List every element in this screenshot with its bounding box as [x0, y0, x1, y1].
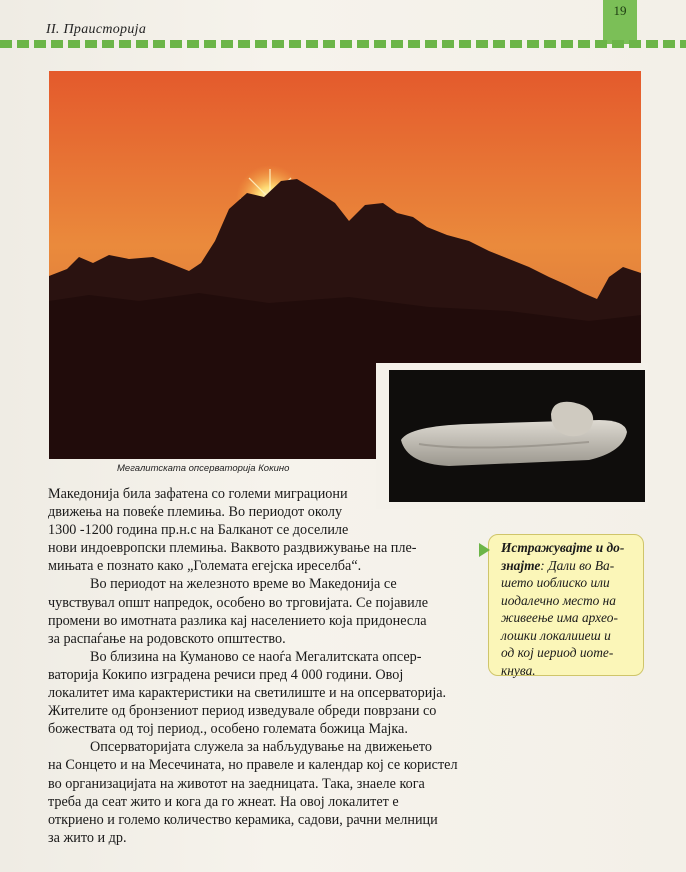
- prompt-lead: Истражувајте и до-: [501, 540, 625, 555]
- text-line: за распаѓање на родовското општество.: [48, 630, 286, 647]
- paragraph-4: [48, 738, 478, 847]
- figure-caption: Мегалитската опсерваторија Кокино: [117, 463, 290, 474]
- text-line: движења на повеќе племиња. Во периодот околу: [48, 504, 343, 521]
- prompt-line: шето иоблиско или: [501, 575, 610, 590]
- text-line: на Сонцето и на Месечината, но правеле и календар кој се користел: [48, 757, 458, 774]
- text-line: чувствувал општ напредок, особено во трговијата. Се појавиле: [48, 594, 429, 611]
- research-prompt-text: [501, 539, 639, 679]
- paragraph-3: [48, 648, 478, 738]
- section-title: II. Праисторија: [46, 22, 147, 37]
- research-prompt-box: [488, 534, 644, 676]
- prompt-line: лошки локалииеш и: [501, 627, 611, 643]
- text-line: треба да сеат жито и кога да го жнеат. На овој локалитет е: [48, 793, 399, 810]
- page-number-tab: [603, 0, 637, 44]
- prompt-line: живеење има архео-: [501, 610, 618, 625]
- text-line: нови индоевропски племиња. Ваквото раздвижување на пле-: [48, 540, 417, 557]
- prompt-lead-2: знајте: [501, 557, 541, 573]
- arrow-icon: [479, 543, 490, 557]
- stone-mortar-photo: [389, 370, 645, 502]
- text-line: Во периодот на железното време во Македонија се: [90, 576, 397, 593]
- page-number: 19: [613, 3, 627, 18]
- prompt-line: од кој иериод иоте-: [501, 645, 614, 660]
- text-line: Опсерваторијата служела за набљудување на движењето: [90, 739, 432, 756]
- text-line: во организацијата на животот на заедницата. Така, знаеле кога: [48, 775, 425, 792]
- paragraph-2: [48, 575, 478, 647]
- text-line: локалитет има карактеристики на светилиште и на опсерваторија.: [48, 685, 447, 702]
- text-line: за жито и др.: [48, 829, 127, 846]
- text-line: божествата од тој период., особено големата божица Мајка.: [48, 721, 408, 738]
- paragraph-1: [48, 485, 478, 575]
- text-line: ваторија Кокипо изградена речиси пред 4 000 години. Овој: [48, 666, 404, 683]
- text-line: промени во имотната разлика кај населението која придонесла: [48, 612, 427, 629]
- text-line: 1300 -1200 година пр.н.с на Балканот се доселиле: [48, 522, 349, 539]
- text-line: Жителите од бронзениот период изведувале обреди поврзани со: [48, 703, 437, 720]
- body-text: [48, 485, 478, 847]
- text-line: Во близина на Куманово се наоѓа Мегалитската опсер-: [90, 648, 422, 665]
- prompt-line: иодалечно место на: [501, 592, 617, 608]
- text-line: Македонија била зафатена со големи миграциони: [48, 486, 348, 502]
- prompt-line: кнува.: [501, 662, 536, 678]
- header-dashed-rule: [0, 40, 686, 48]
- text-line: откриено и големо количество керамика, садови, рачни мелници: [48, 811, 438, 828]
- prompt-line: [501, 557, 639, 575]
- text-line: мињата е познато како „Големата егејска иреселба“.: [48, 558, 362, 575]
- prompt-line-text: : Дали во Ва-: [540, 557, 615, 573]
